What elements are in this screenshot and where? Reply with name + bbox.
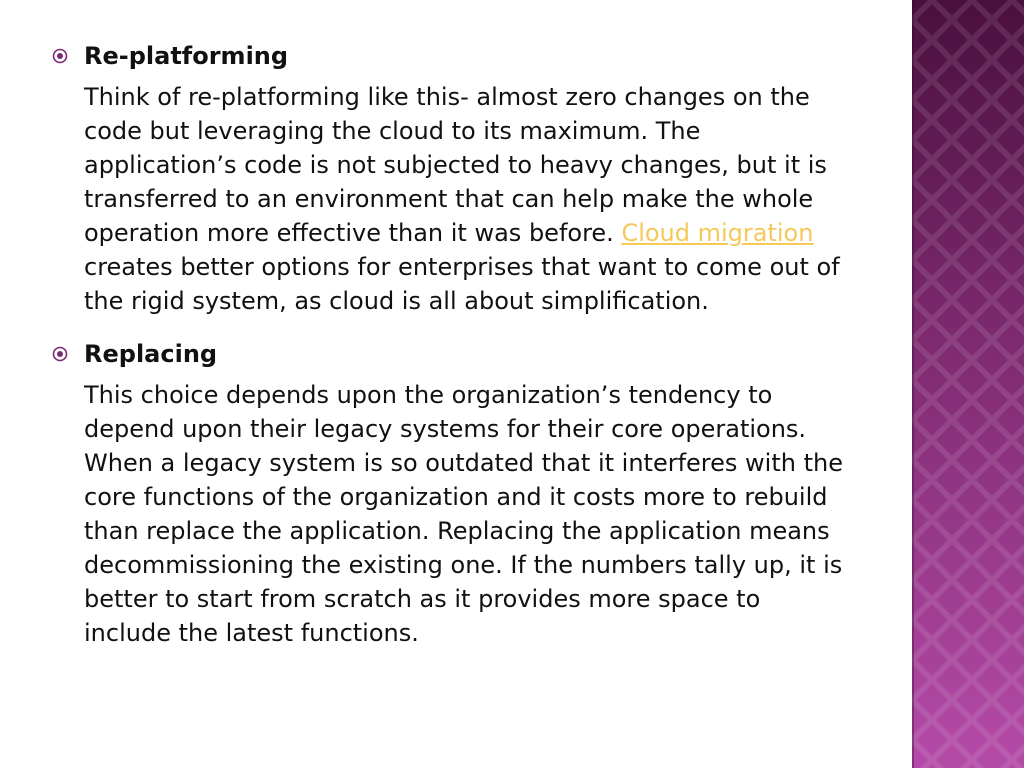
bullet-item-replacing	[48, 334, 858, 650]
section-heading: Replacing	[84, 340, 218, 368]
cloud-migration-link[interactable]: Cloud migration	[621, 219, 814, 247]
section-body	[84, 374, 854, 650]
circled-dot-icon	[48, 346, 84, 362]
body-text: This choice depends upon the organization’s tendency to depend upon their legacy systems for their core operations. When a legacy system is so outdated that it interferes with the core functions of the organization and it costs more to rebuild than replace the application. Replacing the application means decommissioning the existing one. If the numbers tally up, it is better to start from scratch as it provides more space to include the latest functions.	[84, 381, 843, 647]
body-text: Think of re-platforming like this- almost zero changes on the code but leveraging the cloud to its maximum. The application’s code is not subjected to heavy changes, but it is transferred to an environment that can help make the whole operation more effective than it was before.	[84, 83, 827, 247]
bullet-heading-row	[48, 334, 858, 374]
bullet-item-re-platforming	[48, 36, 858, 318]
body-text-continued: creates better options for enterprises that want to come out of the rigid system, as cloud is all about simplification.	[84, 253, 840, 315]
decorative-side-panel	[912, 0, 1024, 768]
section-heading: Re-platforming	[84, 42, 289, 70]
section-body	[84, 76, 854, 318]
slide-content	[48, 36, 858, 650]
bullet-heading-row	[48, 36, 858, 76]
circled-dot-icon	[48, 48, 84, 64]
